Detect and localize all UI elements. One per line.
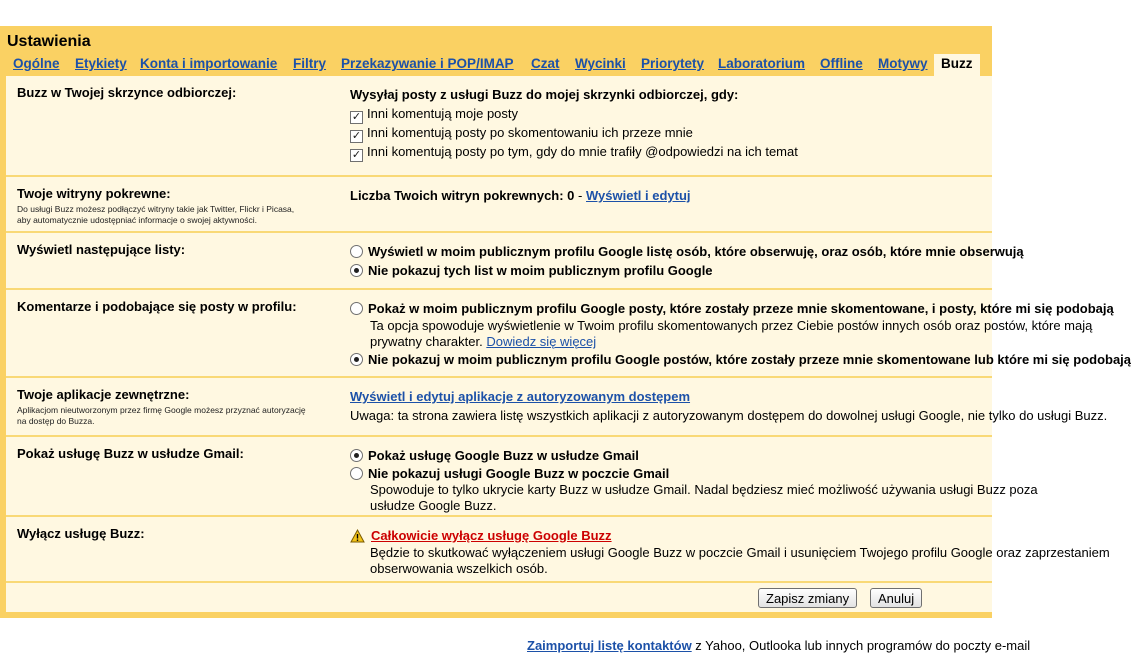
lists-option-1[interactable]: [350, 242, 1024, 261]
cancel-button[interactable]: Anuluj: [870, 588, 922, 608]
settings-tabs: [0, 54, 992, 76]
row-description-line: aby automatycznie udostępniać informacje o swojej aktywności.: [17, 215, 258, 225]
apps-note: Uwaga: ta strona zawiera listę wszystkich aplikacji z autoryzowanym dostępem do dowolnej usługi Google, nie tylko do usługi Buzz.: [350, 408, 1108, 423]
row-comments-liked: [6, 290, 1131, 378]
tab-priority[interactable]: Priorytety: [641, 56, 705, 71]
row-value: [350, 299, 1131, 369]
tab-offline[interactable]: Offline: [820, 56, 863, 71]
settings-title: Ustawienia: [7, 33, 91, 50]
lists-option-2[interactable]: [350, 261, 1010, 280]
tab-clips[interactable]: Wycinki: [575, 56, 626, 71]
row-value: [350, 186, 1010, 205]
checkbox-label: Inni komentują posty po tym, gdy do mnie trafiły @odpowiedzi na ich temat: [367, 144, 798, 159]
show-buzz-option-1[interactable]: [350, 446, 1010, 465]
comments-option-1[interactable]: [350, 299, 1114, 318]
row-value: [350, 446, 1038, 514]
disable-buzz-link[interactable]: Całkowicie wyłącz usługę Google Buzz: [371, 528, 612, 543]
row-description-line: Aplikacjom nieutworzonym przez firmę Google możesz przyznać autoryzację: [17, 405, 306, 415]
checkbox-label: Inni komentują moje posty: [367, 106, 519, 121]
tab-buzz[interactable]: Buzz: [934, 54, 980, 76]
row-label: Komentarze i podobające się posty w profilu:: [17, 299, 297, 314]
radio-button[interactable]: [350, 449, 363, 462]
row-description: [17, 405, 337, 427]
check-icon[interactable]: ✓: [351, 149, 362, 161]
radio-button[interactable]: [350, 264, 363, 277]
radio-label: Pokaż usługę Google Buzz w usłudze Gmail: [368, 448, 639, 463]
row-description-line: Do usługi Buzz możesz podłączyć witryny takie jak Twitter, Flickr i Picasa,: [17, 204, 295, 214]
row-label-text: Twoje aplikacje zewnętrzne:: [17, 387, 190, 402]
radio-label: Pokaż w moim publicznym profilu Google posty, które zostały przeze mnie skomentowane, i posty, które mi się podobają: [368, 301, 1114, 316]
row-label: Buzz w Twojej skrzynce odbiorczej:: [17, 85, 237, 100]
tab-general[interactable]: Ogólne: [13, 56, 60, 71]
view-edit-sites-link[interactable]: Wyświetl i edytuj: [586, 188, 691, 203]
radio-button[interactable]: [350, 353, 363, 366]
desc-text: prywatny charakter.: [370, 334, 483, 349]
tab-themes[interactable]: Motywy: [878, 56, 928, 71]
row-value: [350, 242, 1024, 280]
comments-option-1-desc-2: [350, 334, 1010, 350]
row-description: [17, 204, 337, 226]
tab-labels[interactable]: Etykiety: [75, 56, 127, 71]
radio-label: Wyświetl w moim publicznym profilu Google listę osób, które obserwuję, oraz osób, które mnie obserwują: [368, 244, 1024, 259]
row-buzz-inbox: [6, 76, 992, 177]
checkbox-label: Inni komentują posty po skomentowaniu ich przeze mnie: [367, 125, 693, 140]
comments-option-2[interactable]: [350, 350, 1131, 369]
check-icon[interactable]: ✓: [351, 130, 362, 142]
show-buzz-option-2-desc: Spowoduje to tylko ukrycie karty Buzz w usłudze Gmail. Nadal będziesz mieć możliwość używania usługi Buzz poza: [370, 482, 1038, 497]
row-label: Wyświetl następujące listy:: [17, 242, 186, 257]
row-value: [350, 387, 1108, 425]
disable-buzz-desc-2: obserwowania wszelkich osób.: [370, 561, 548, 576]
sites-count: Liczba Twoich witryn pokrewnych: 0: [350, 188, 575, 203]
row-value: [350, 85, 1010, 161]
inbox-option-2[interactable]: [350, 123, 1010, 142]
comments-option-1-desc: Ta opcja spowoduje wyświetlenie w Twoim profilu skomentowanych przez Ciebie postów innych osób oraz postów, które mają: [370, 318, 1093, 333]
row-connected-sites: [6, 177, 992, 233]
check-icon[interactable]: ✓: [351, 111, 362, 123]
row-external-apps: [6, 378, 1108, 437]
radio-label: Nie pokazuj w moim publicznym profilu Google postów, które zostały przeze mnie skomentowane lub które mi się podobają: [368, 352, 1131, 367]
row-label: [17, 186, 337, 226]
disable-buzz-desc: Będzie to skutkować wyłączeniem usługi Google Buzz w poczcie Gmail i usunięciem Twojego profilu Google oraz zaprzestaniem: [370, 545, 1110, 560]
inbox-option-1[interactable]: [350, 104, 1010, 123]
row-label: Wyłącz usługę Buzz:: [17, 526, 145, 541]
learn-more-link[interactable]: Dowiedz się więcej: [486, 334, 597, 349]
save-changes-button[interactable]: Zapisz zmiany: [758, 588, 857, 608]
radio-label: Nie pokazuj tych list w moim publicznym profilu Google: [368, 263, 713, 278]
buzz-settings-content: [6, 76, 1131, 612]
show-buzz-option-2-desc-2: usłudze Google Buzz.: [370, 498, 497, 513]
radio-label: Nie pokazuj usługi Google Buzz w poczcie Gmail: [368, 466, 670, 481]
separator: -: [578, 188, 583, 203]
row-disable-buzz: [6, 517, 1110, 583]
show-buzz-option-2[interactable]: [350, 465, 1010, 482]
warning-icon: [350, 529, 365, 548]
row-label-text: Twoje witryny pokrewne:: [17, 186, 171, 201]
inbox-option-3[interactable]: [350, 142, 1010, 161]
settings-panel: [0, 26, 1131, 618]
view-edit-apps-link[interactable]: Wyświetl i edytuj aplikacje z autoryzowanym dostępem: [350, 389, 691, 404]
row-display-lists: [6, 233, 1024, 290]
tab-forwarding-pop-imap[interactable]: Przekazywanie i POP/IMAP: [341, 56, 514, 71]
tab-chat[interactable]: Czat: [531, 56, 560, 71]
tab-labs[interactable]: Laboratorium: [718, 56, 806, 71]
footer-text: z Yahoo, Outlooka lub innych programów do poczty e-mail: [691, 638, 1031, 653]
radio-button[interactable]: [350, 467, 363, 480]
radio-button[interactable]: [350, 245, 363, 258]
row-show-buzz: [6, 437, 1038, 517]
row-value: [350, 526, 1110, 577]
tab-filters[interactable]: Filtry: [293, 56, 327, 71]
row-description-line: na dostęp do Buzza.: [17, 416, 95, 426]
radio-button[interactable]: [350, 302, 363, 315]
import-contacts-link[interactable]: Zaimportuj listę kontaktów: [527, 638, 692, 653]
inbox-heading: Wysyłaj posty z usługi Buzz do mojej skrzynki odbiorczej, gdy:: [350, 87, 739, 102]
tab-accounts-import[interactable]: Konta i importowanie: [140, 56, 278, 71]
row-label: [17, 387, 337, 427]
row-label: Pokaż usługę Buzz w usłudze Gmail:: [17, 446, 244, 461]
import-contacts-footer: [527, 638, 1030, 653]
